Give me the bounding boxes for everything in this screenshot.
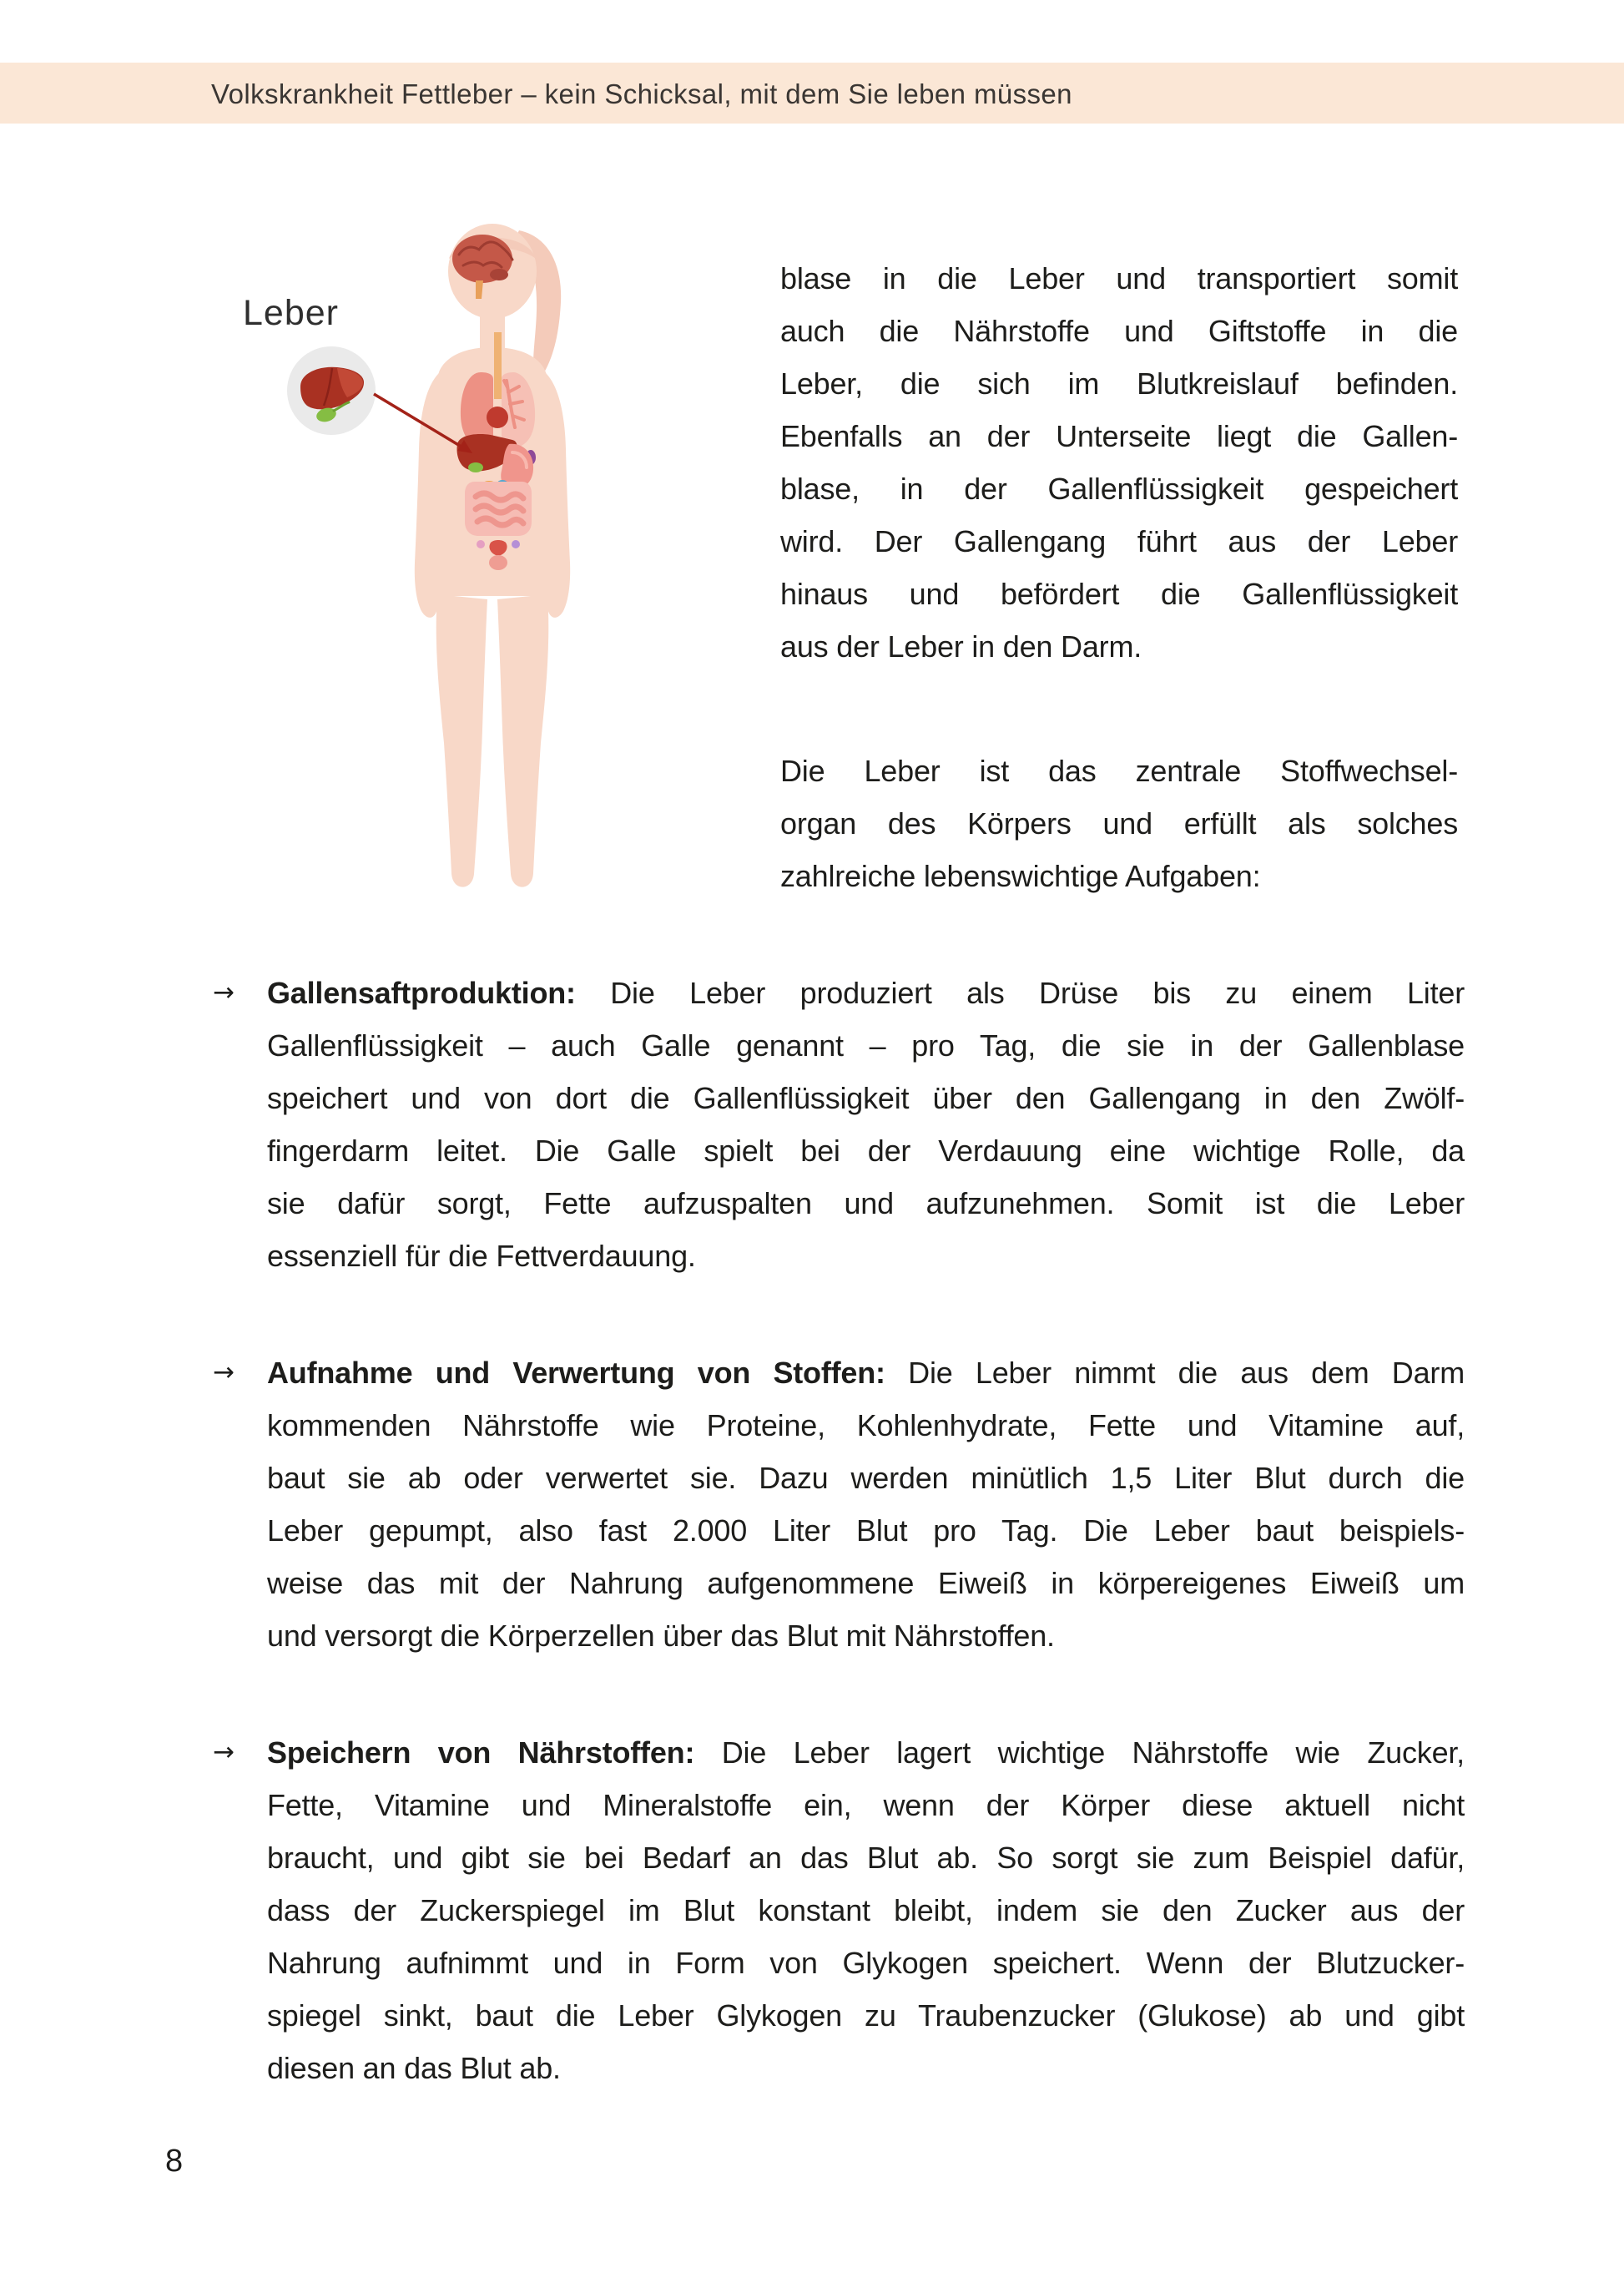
text-line: hinaus und befördert die Gallenflüssigkeit: [780, 577, 1458, 611]
cerebellum: [490, 269, 508, 280]
text-line: auch die Nährstoffe und Giftstoffe in die: [780, 314, 1458, 348]
text-line: Aufnahme und Verwertung von Stoffen: Die Leber nimmt die aus dem Darm: [267, 1356, 1465, 1390]
paragraph: [780, 252, 1458, 673]
text-line: aus der Leber in den Darm.: [780, 629, 1142, 664]
text-line: sie dafür sorgt, Fette aufzuspalten und aufzunehmen. Somit ist die Leber: [267, 1186, 1465, 1220]
header-band: [0, 63, 1624, 124]
text-line: speichert und von dort die Gallenflüssigkeit über den Gallengang in den Zwölf-: [267, 1081, 1465, 1115]
text-line: Gallensaftproduktion: Die Leber produziert als Drüse bis zu einem Liter: [267, 976, 1465, 1010]
right-leg: [497, 594, 548, 887]
text-line: essenziell für die Fettverdauung.: [267, 1239, 696, 1273]
bullet-title: Gallensaftproduktion:: [267, 976, 576, 1010]
trachea: [494, 332, 502, 399]
text-line: blase in die Leber und transportiert somit: [780, 261, 1458, 295]
bullet-item: [213, 967, 1465, 1282]
left-leg: [436, 594, 487, 887]
text-line: und versorgt die Körperzellen über das Blut mit Nährstoffen.: [267, 1619, 1055, 1653]
text-line: Leber, die sich im Blutkreislauf befinden.: [780, 366, 1458, 401]
bladder: [489, 555, 507, 570]
text-line: kommenden Nährstoffe wie Proteine, Kohlenhydrate, Fette und Vitamine auf,: [267, 1408, 1465, 1442]
text-line: diesen an das Blut ab.: [267, 2051, 561, 2085]
bullet-item: [213, 1726, 1465, 2094]
bullets-list: [213, 967, 1465, 2094]
page-number: 8: [165, 2144, 184, 2179]
page-header-title: Volkskrankheit Fettleber – kein Schicksal, mit dem Sie leben müssen: [211, 78, 1072, 109]
text-line: blase, in der Gallenflüssigkeit gespeichert: [780, 472, 1458, 506]
text-line: Gallenflüssigkeit – auch Galle genannt – pro Tag, die sie in der Gallenblase: [267, 1028, 1465, 1063]
arrow-icon: →: [213, 1357, 235, 1387]
text-line: Fette, Vitamine und Mineralstoffe ein, wenn der Körper diese aktuell nicht: [267, 1788, 1465, 1822]
text-line: Die Leber ist das zentrale Stoffwechsel-: [780, 754, 1458, 788]
text-line: baut sie ab oder verwertet sie. Dazu werden minütlich 1,5 Liter Blut durch die: [267, 1461, 1465, 1495]
liver-callout: [287, 346, 376, 435]
text-line: dass der Zuckerspiegel im Blut konstant bleibt, indem sie den Zucker aus der: [267, 1893, 1465, 1927]
text-line: Speichern von Nährstoffen: Die Leber lagert wichtige Nährstoffe wie Zucker,: [267, 1735, 1465, 1770]
body-gallbladder: [468, 462, 483, 472]
arrow-icon: →: [213, 1737, 235, 1767]
bullet-text: [267, 967, 1465, 1282]
arrow-icon: →: [213, 977, 235, 1008]
text-line: organ des Körpers und erfüllt als solches: [780, 806, 1458, 841]
text-line: braucht, und gibt sie bei Bedarf an das Blut ab. So sorgt sie zum Beispiel dafür,: [267, 1841, 1465, 1875]
bullet-text: [267, 1346, 1465, 1662]
text-line: spiegel sinkt, baut die Leber Glykogen zu Traubenzucker (Glukose) ab und gibt: [267, 1998, 1465, 2033]
text-line: fingerdarm leitet. Die Galle spielt bei der Verdauung eine wichtige Rolle, da: [267, 1134, 1465, 1168]
bullet-title: Aufnahme und Verwertung von Stoffen:: [267, 1356, 885, 1390]
text-line: zahlreiche lebenswichtige Aufgaben:: [780, 859, 1261, 893]
ovary-left: [477, 540, 485, 548]
text-line: weise das mit der Nahrung aufgenommene Eiweiß in körpereigenes Eiweiß um: [267, 1566, 1465, 1600]
bullet-title: Speichern von Nährstoffen:: [267, 1735, 695, 1770]
female-body-silhouette: [415, 224, 570, 887]
text-line: Ebenfalls an der Unterseite liegt die Gallen-: [780, 419, 1458, 453]
body-illustration: [225, 209, 693, 902]
bullet-item: [213, 1346, 1465, 1662]
ovary-right: [512, 540, 520, 548]
text-line: Leber gepumpt, also fast 2.000 Liter Blut pro Tag. Die Leber baut beispiels-: [267, 1513, 1465, 1548]
figure-label-leber: Leber: [243, 293, 339, 333]
bullet-text: [267, 1726, 1465, 2094]
intro-column: [780, 252, 1458, 902]
text-line: wird. Der Gallengang führt aus der Leber: [780, 524, 1458, 558]
heart: [487, 407, 508, 428]
paragraph: [780, 745, 1458, 902]
text-line: Nahrung aufnimmt und in Form von Glykogen speichert. Wenn der Blutzucker-: [267, 1946, 1465, 1980]
